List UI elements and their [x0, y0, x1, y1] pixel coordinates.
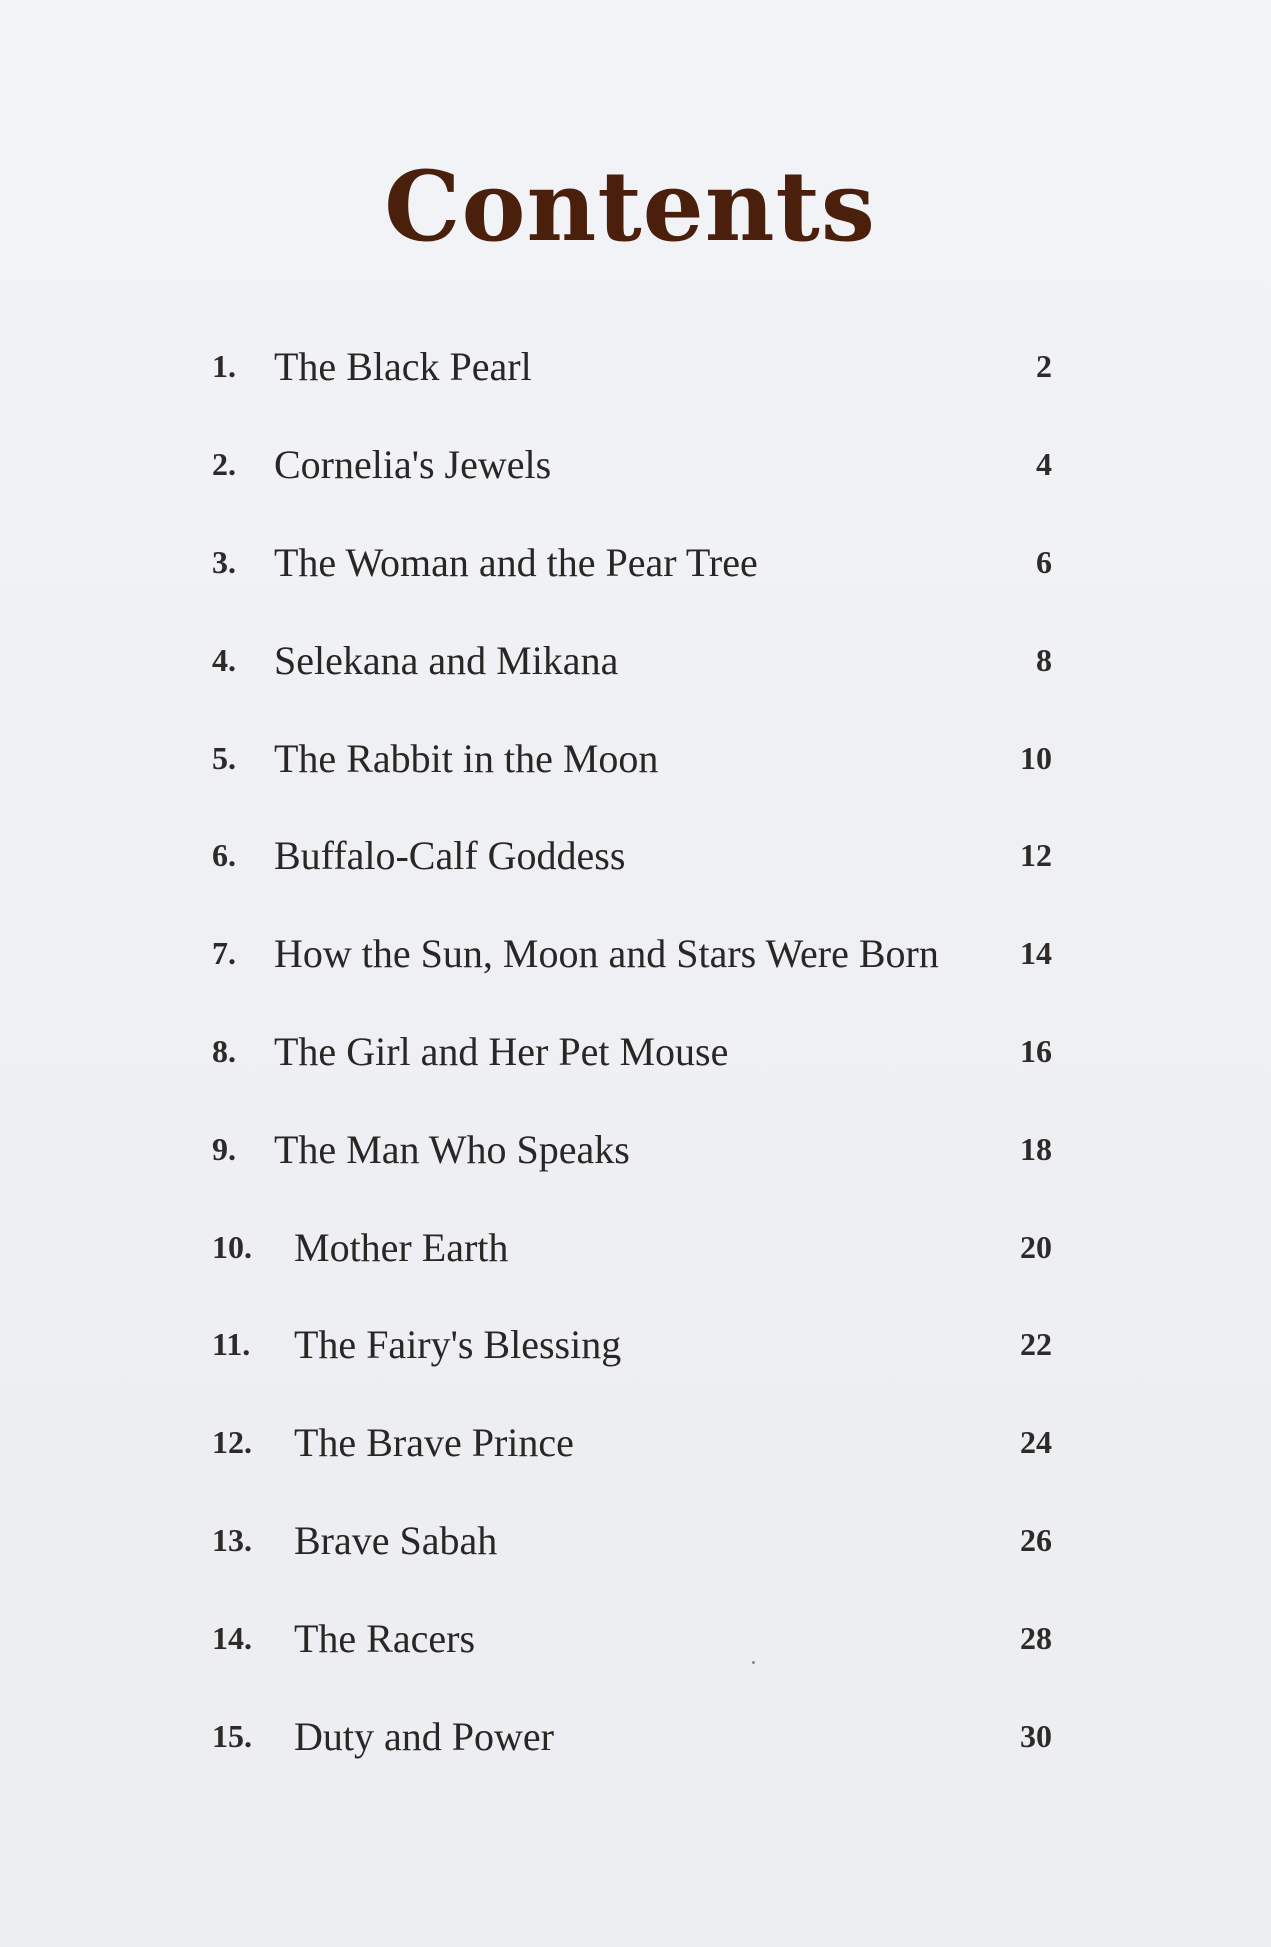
toc-entry [212, 905, 1052, 1003]
toc-entry [212, 1198, 1052, 1296]
toc-entry-page: 20 [1020, 1228, 1052, 1265]
toc-entry-number: 13. [212, 1521, 252, 1558]
toc-entry-page: 2 [1036, 348, 1052, 385]
toc-entry [212, 1100, 1052, 1198]
paper-speck [752, 1661, 755, 1664]
toc-entry-page: 30 [1020, 1717, 1052, 1754]
toc-entry-title: Brave Sabah [294, 1517, 498, 1563]
toc-entry-title: Mother Earth [294, 1224, 509, 1270]
toc-entry-number: 3. [212, 543, 236, 580]
toc-entry-title: The Rabbit in the Moon [274, 735, 659, 781]
toc-entry-title: The Woman and the Pear Tree [274, 539, 758, 585]
toc-entry [212, 807, 1052, 905]
toc-entry-number: 12. [212, 1424, 252, 1461]
toc-entry-title: The Brave Prince [294, 1420, 574, 1466]
toc-entry-page: 28 [1020, 1619, 1052, 1656]
toc-entry-page: 26 [1020, 1521, 1052, 1558]
toc-entry [212, 1003, 1052, 1101]
toc-entry-page: 18 [1020, 1130, 1052, 1167]
toc-entry-title: The Fairy's Blessing [294, 1322, 622, 1368]
toc-entry-number: 4. [212, 641, 236, 678]
toc-entry [212, 514, 1052, 612]
toc-entry [212, 318, 1052, 416]
toc-entry [212, 1492, 1052, 1590]
toc-entry [212, 1296, 1052, 1394]
toc-entry-title: Buffalo-Calf Goddess [274, 833, 626, 879]
toc-entry-number: 6. [212, 837, 236, 874]
toc-entry-page: 14 [1020, 935, 1052, 972]
page-title: Contents [384, 150, 876, 263]
toc-entry-page: 16 [1020, 1032, 1052, 1069]
toc-entry-title: Cornelia's Jewels [274, 442, 552, 488]
toc-entry-number: 9. [212, 1130, 236, 1167]
toc-entry [212, 1394, 1052, 1492]
toc-entry-page: 22 [1020, 1326, 1052, 1363]
toc-entry [212, 611, 1052, 709]
toc-entry-page: 10 [1020, 739, 1052, 776]
toc-entry-title: The Man Who Speaks [274, 1126, 630, 1172]
toc-entry [212, 1589, 1052, 1687]
toc-entry-title: The Racers [294, 1615, 476, 1661]
toc-entry-title: Duty and Power [294, 1713, 554, 1759]
table-of-contents [212, 318, 1052, 1785]
toc-entry-number: 7. [212, 935, 236, 972]
toc-entry-title: Selekana and Mikana [274, 637, 619, 683]
toc-entry-title: The Girl and Her Pet Mouse [274, 1028, 729, 1074]
toc-entry-number: 15. [212, 1717, 252, 1754]
toc-entry [212, 416, 1052, 514]
toc-entry-number: 1. [212, 348, 236, 385]
toc-entry-number: 11. [212, 1326, 251, 1363]
toc-entry-page: 12 [1020, 837, 1052, 874]
toc-entry-number: 5. [212, 739, 236, 776]
toc-entry-title: How the Sun, Moon and Stars Were Born [274, 931, 939, 977]
toc-entry [212, 709, 1052, 807]
toc-entry-number: 2. [212, 446, 236, 483]
toc-entry-title: The Black Pearl [274, 344, 532, 390]
toc-entry-page: 8 [1036, 641, 1052, 678]
toc-entry-number: 14. [212, 1619, 252, 1656]
toc-entry-page: 6 [1036, 543, 1052, 580]
toc-entry-page: 24 [1020, 1424, 1052, 1461]
toc-entry-number: 10. [212, 1228, 252, 1265]
toc-entry-number: 8. [212, 1032, 236, 1069]
toc-entry-page: 4 [1036, 446, 1052, 483]
toc-entry [212, 1687, 1052, 1785]
